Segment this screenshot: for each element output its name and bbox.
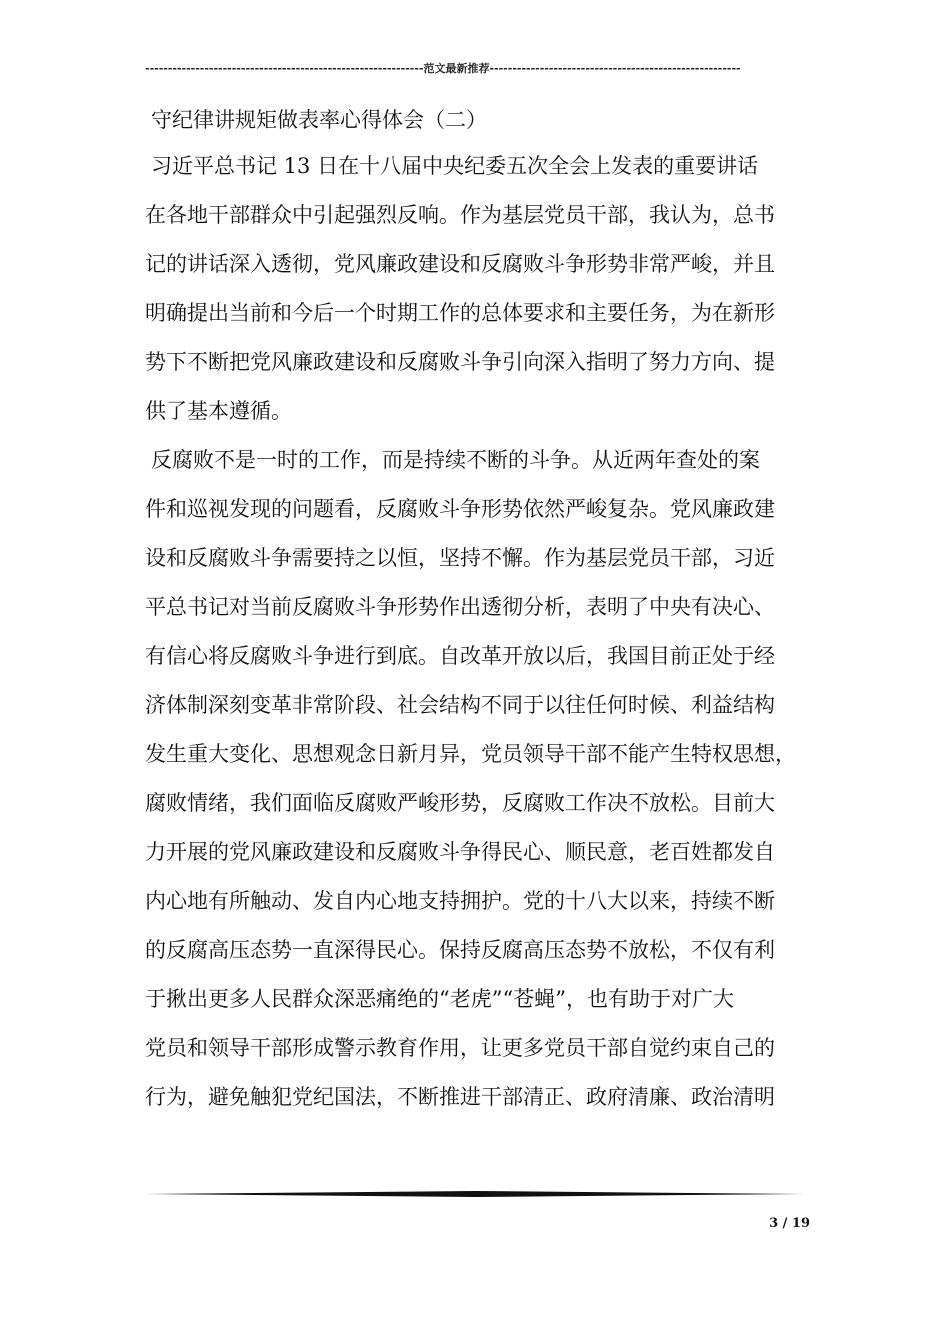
paragraph-line: 党员和领导干部形成警示教育作用，让更多党员干部自觉约束自己的 [145,1036,775,1060]
paragraph-line: 有信心将反腐败斗争进行到底。自改革开放以后，我国目前正处于经 [145,644,775,668]
paragraph-line: 势下不断把党风廉政建设和反腐败斗争引向深入指明了努力方向、提 [145,350,775,374]
paragraph-line: 平总书记对当前反腐败斗争形势作出透彻分析，表明了中央有决心、 [145,595,775,619]
paragraph-line: 明确提出当前和今后一个时期工作的总体要求和主要任务，为在新形 [145,301,775,325]
paragraph-line: 腐败情绪，我们面临反腐败严峻形势，反腐败工作决不放松。目前大 [145,791,775,815]
document-title: 守纪律讲规矩做表率心得体会（二） [151,108,487,132]
paragraph-line: 济体制深刻变革非常阶段、社会结构不同于以往任何时候、利益结构 [145,693,775,717]
paragraph-line: 的反腐高压态势一直深得民心。保持反腐高压态势不放松，不仅有利 [145,938,775,962]
paragraph-line: 设和反腐败斗争需要持之以恒，坚持不懈。作为基层党员干部，习近 [145,546,775,570]
paragraph-line: 记的讲话深入透彻，党风廉政建设和反腐败斗争形势非常严峻，并且 [145,252,775,276]
paragraph-line: 内心地有所触动、发自内心地支持拥护。党的十八大以来，持续不断 [145,889,775,913]
paragraph-1 [145,142,825,436]
page-header: -------------------------------------------------------------范文最新推荐------------------------------------------------------- [145,62,741,75]
paragraph-line: 于揪出更多人民群众深恶痛绝的“老虎”“苍蝇”，也有助于对广大 [145,987,734,1011]
paragraph-2 [145,436,825,1122]
footer-divider [145,1190,805,1198]
paragraph-line: 件和巡视发现的问题看，反腐败斗争形势依然严峻复杂。党风廉政建 [145,497,775,521]
paragraph-line: 习近平总书记 13 日在十八届中央纪委五次全会上发表的重要讲话 [151,154,759,178]
paragraph-line: 供了基本遵循。 [145,399,292,423]
paragraph-line: 力开展的党风廉政建设和反腐败斗争得民心、顺民意，老百姓都发自 [145,840,775,864]
paragraph-line: 在各地干部群众中引起强烈反响。作为基层党员干部，我认为，总书 [145,203,775,227]
page-number: 3 / 19 [769,1216,810,1231]
paragraph-line: 行为，避免触犯党纪国法，不断推进干部清正、政府清廉、政治清明 [145,1085,775,1109]
paragraph-line: 发生重大变化、思想观念日新月异，党员领导干部不能产生特权思想， [145,742,796,766]
paragraph-line: 反腐败不是一时的工作，而是持续不断的斗争。从近两年查处的案 [151,448,760,472]
document-body [145,98,825,1122]
